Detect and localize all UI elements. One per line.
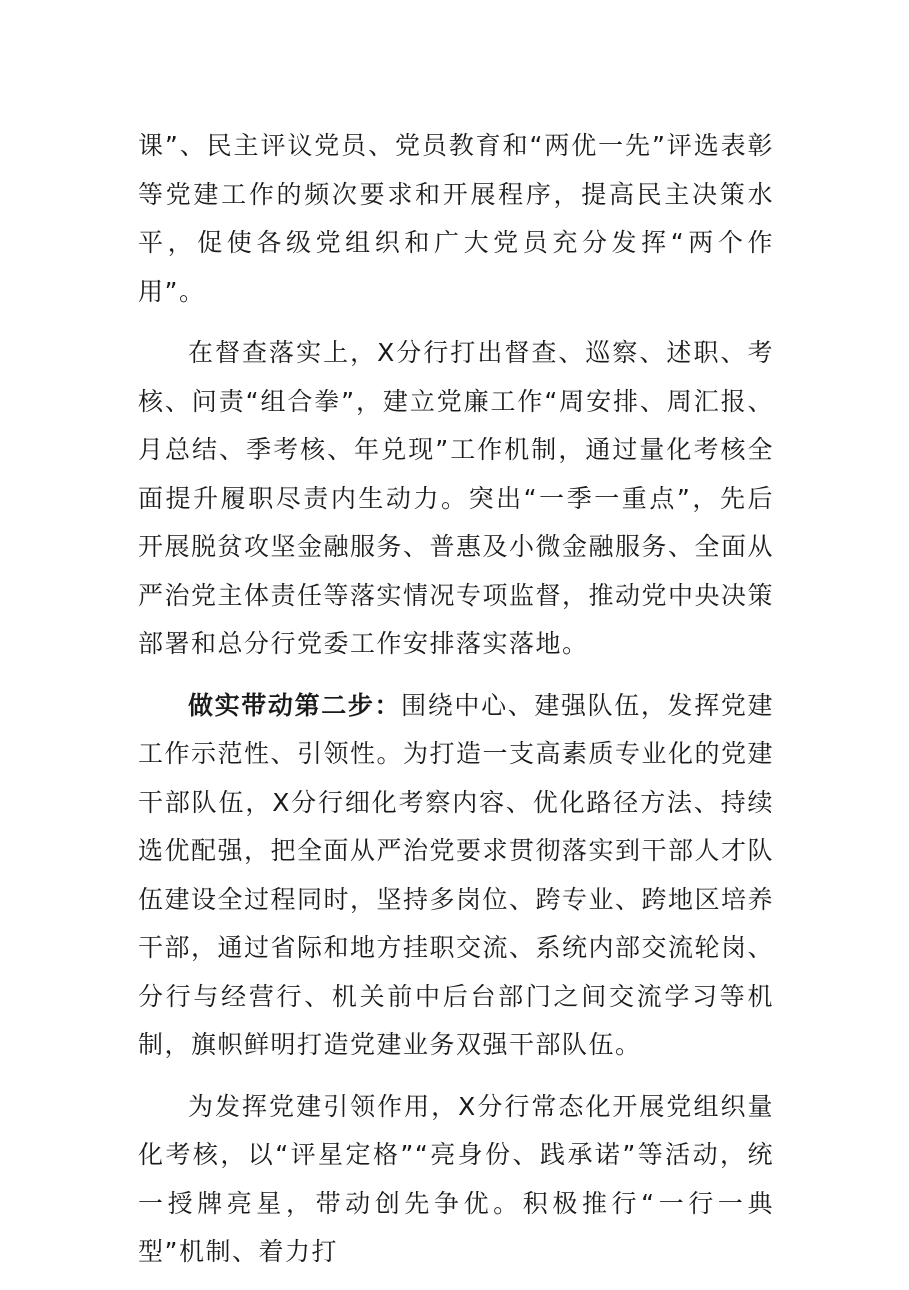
paragraph-1-text: 课”、民主评议党员、党员教育和“两优一先”评选表彰等党建工作的频次要求和开展程序，提高民主决策水平，促使各级党组织和广大党员充分发挥“两个作用”。 [138,131,774,306]
paragraph-4 [138,1083,774,1277]
paragraph-1 [138,122,774,316]
paragraph-2 [138,329,774,669]
paragraph-3-text: 围绕中心、建强队伍，发挥党建工作示范性、引领性。为打造一支高素质专业化的党建干部队伍，X分行细化考察内容、优化路径方法、持续选优配强，把全面从严治党要求贯彻落实到干部人才队伍建设全过程同时，坚持多岗位、跨专业、跨地区培养干部，通过省际和地方挂职交流、系统内部交流轮岗、分行与经营行、机关前中后台部门之间交流学习等机制，旗帜鲜明打造党建业务双强干部队伍。 [138,690,775,1059]
paragraph-3-heading: 做实带动第二步： [188,690,402,720]
document-body [138,122,774,1290]
paragraph-4-text: 为发挥党建引领作用，X分行常态化开展党组织量化考核，以“评星定格”“亮身份、践承诺”等活动，统一授牌亮星，带动创先争优。积极推行“一行一典型”机制、着力打 [138,1091,774,1266]
paragraph-3 [138,682,774,1070]
paragraph-2-text: 在督查落实上，X分行打出督查、巡察、述职、考核、问责“组合拳”，建立党廉工作“周安排、周汇报、月总结、季考核、年兑现”工作机制，通过量化考核全面提升履职尽责内生动力。突出“一季一重点”，先后开展脱贫攻坚金融服务、普惠及小微金融服务、全面从严治党主体责任等落实情况专项监督，推动党中央决策部署和总分行党委工作安排落实落地。 [138,338,775,658]
